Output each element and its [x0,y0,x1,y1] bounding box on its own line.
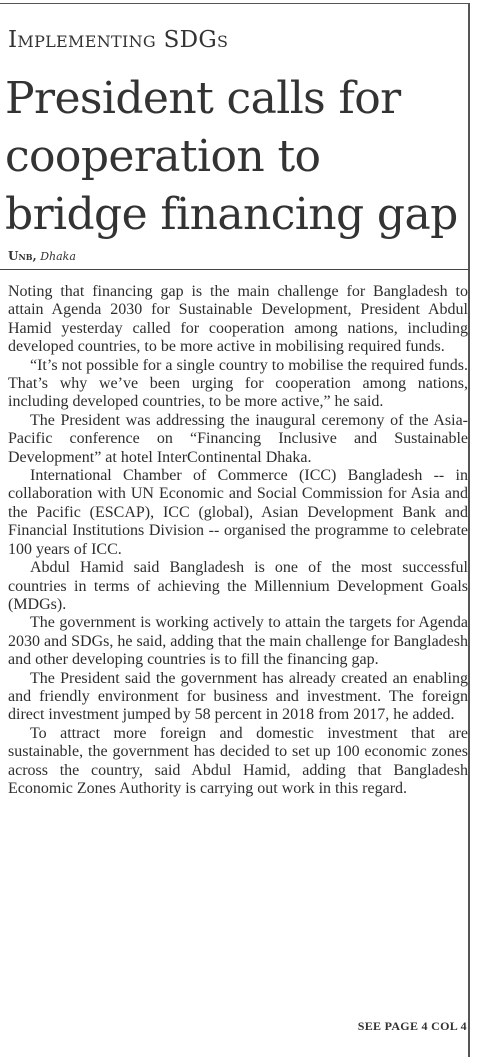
paragraph: Noting that financing gap is the main challenge for Bangladesh to attain Agenda 2030 for Sustainable Development, President Abdul Hamid yesterday called for cooperation among nations, including developed countries, to be more active in mobilising required funds. [8,283,468,356]
headline: President calls for cooperation to bridge financing gap [5,73,458,240]
byline [8,249,76,263]
paragraph: The President said the government has already created an enabling and friendly environment for business and investment. The foreign direct investment jumped by 58 percent in 2018 from 2017, he added. [8,669,468,724]
paragraph: To attract more foreign and domestic investment that are sustainable, the government has decided to set up 100 economic zones across the country, said Abdul Hamid, adding that Bangladesh Economic Zones Authority is carrying out work in this regard. [8,724,468,797]
paragraph: International Chamber of Commerce (ICC) Bangladesh -- in collaboration with UN Economic and Social Commission for Asia and the Pacific (ESCAP), ICC (global), Asian Development Bank and Financial Institutions Division -- organised the programme to celebrate 100 years of ICC. [8,467,468,558]
paragraph: The government is working actively to attain the targets for Agenda 2030 and SDGs, he said, adding that the main challenge for Bangladesh and other developing countries is to fill the financing gap. [8,614,468,669]
continuation-note: SEE PAGE 4 COL 4 [357,1019,467,1033]
kicker: Implementing SDGs [8,27,229,53]
paragraph: The President was addressing the inaugural ceremony of the Asia-Pacific conference on “Financing Inclusive and Sustainable Development” at hotel InterContinental Dhaka. [8,411,468,466]
byline-agency: Unb, [8,249,37,263]
byline-place: Dhaka [40,250,76,263]
paragraph: Abdul Hamid said Bangladesh is one of the most successful countries in terms of achieving the Millennium Development Goals (MDGs). [8,559,468,613]
article-body [8,283,468,798]
paragraph: “It’s not possible for a single country to mobilise the required funds. That’s why we’ve been urging for cooperation among nations, including developed countries, to be more active,” he said. [8,356,468,411]
byline-rule [0,269,469,270]
top-rule [0,3,470,4]
